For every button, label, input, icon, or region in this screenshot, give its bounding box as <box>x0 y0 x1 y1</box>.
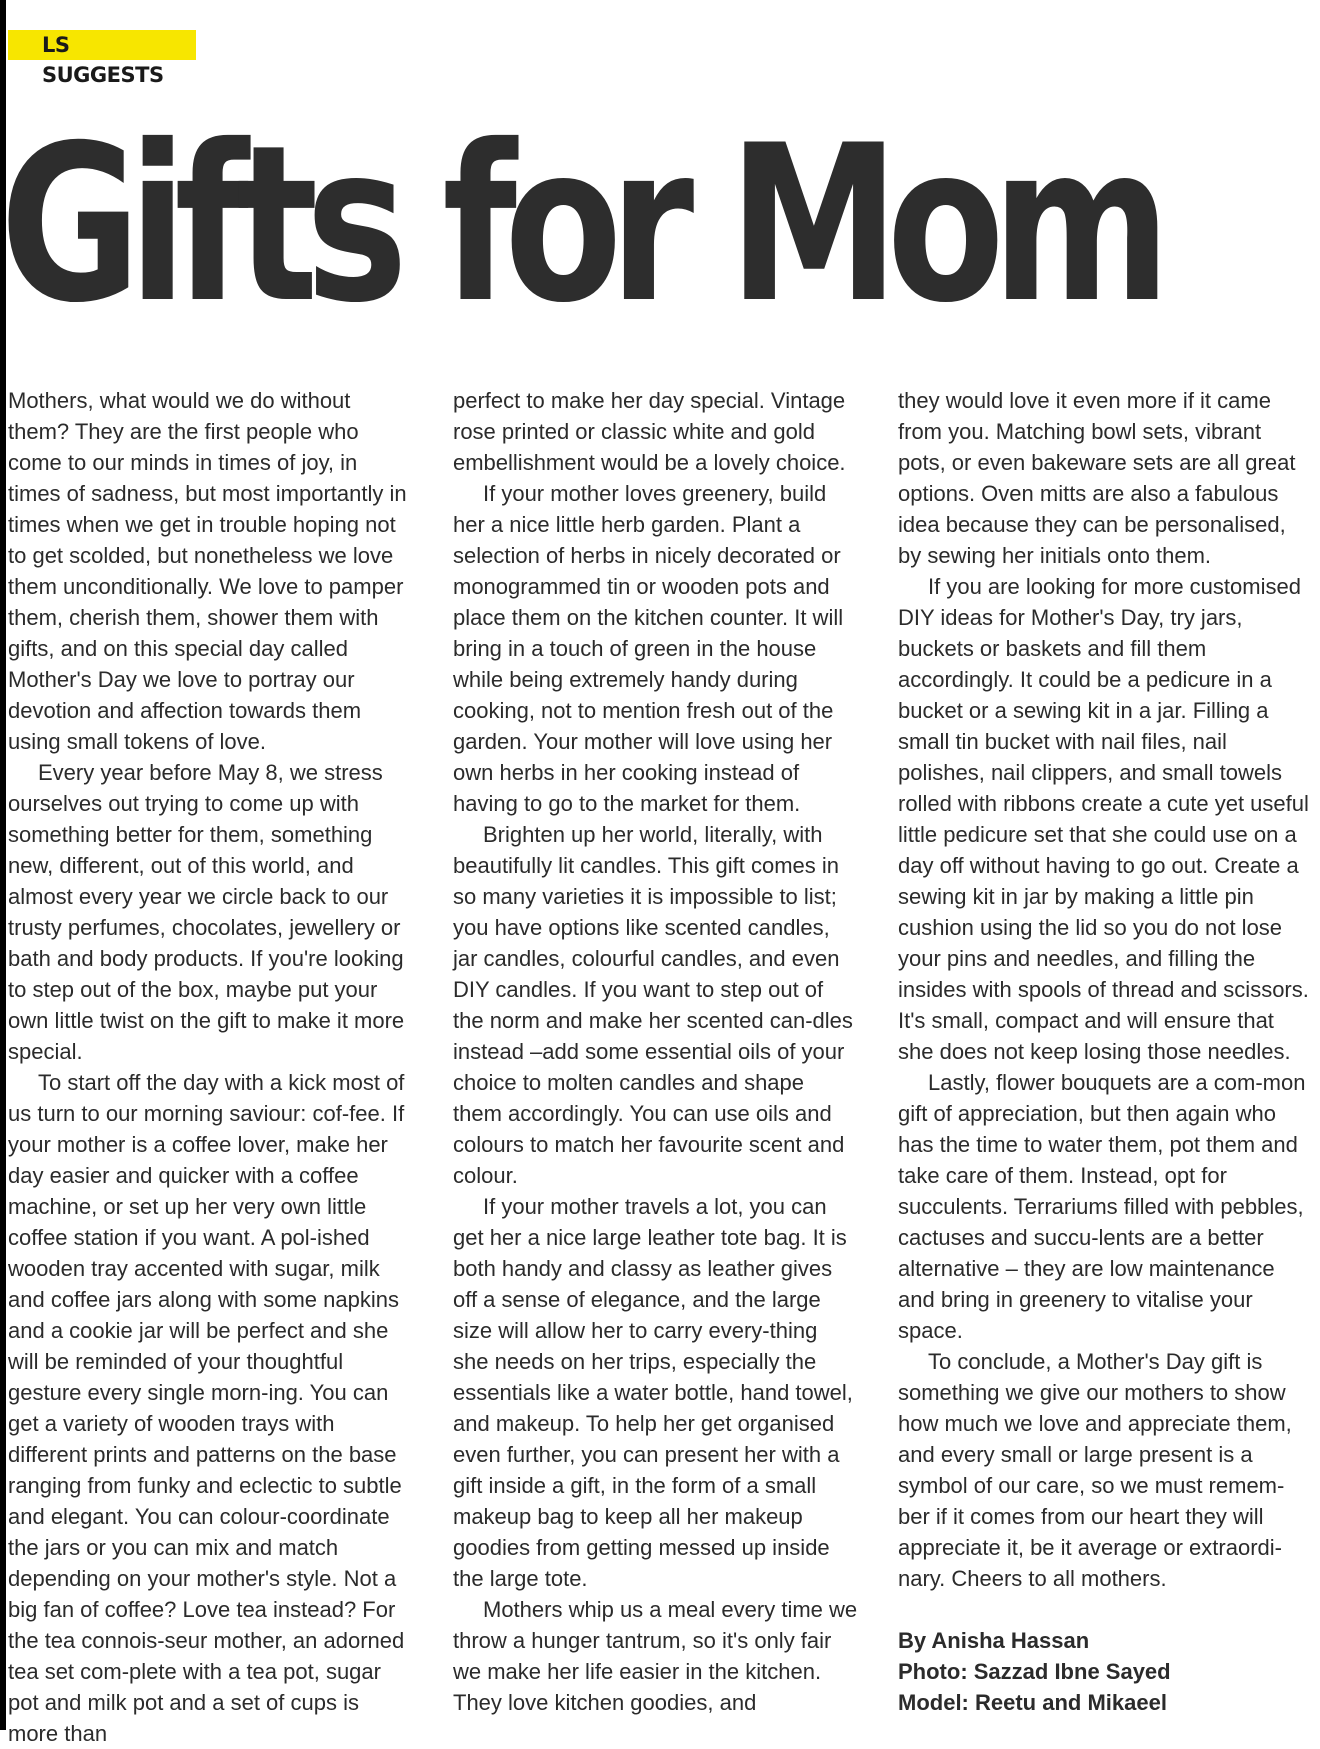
section-tag: LS SUGGESTS <box>8 30 196 60</box>
paragraph: Lastly, flower bouquets are a com-mon gift of appreciation, but then again who has the time to water them, pot them and take care of them. Instead, opt for succulents. Terrariums filled with pebbles, cactuses and succu-lents are a better alternative – they are low maintenance and bring in greenery to vitalise your space. <box>898 1070 1306 1343</box>
paragraph: To conclude, a Mother's Day gift is something we give our mothers to show how much we love and appreciate them, and every small or large present is a symbol of our care, so we must remem-ber if it comes from our heart they will appreciate it, be it average or extraordi-nary. Cheers to all mothers. <box>898 1349 1292 1591</box>
paragraph: Every year before May 8, we stress ourselves out trying to come up with something better for them, something new, different, out of this world, and almost every year we circle back to our trusty perfumes, chocolates, jewellery or bath and body products. If you're looking to step out of the box, maybe put your own little twist on the gift to make it more special. <box>8 760 405 1064</box>
paragraph: If your mother loves greenery, build her a nice little herb garden. Plant a selection of herbs in nicely decorated or monogrammed tin or wooden pots and place them on the kitchen counter. It will bring in a touch of green in the house while being extremely handy during cooking, not to mention fresh out of the garden. Your mother will love using her own herbs in her cooking instead of having to go to the market for them. <box>453 481 844 816</box>
paragraph: Mothers, what would we do without them? They are the first people who come to our minds in times of joy, in times of sadness, but most importantly in times when we get in trouble hoping not to get scolded, but nonetheless we love them unconditionally. We love to pamper them, cherish them, shower them with gifts, and on this special day called Mother's Day we love to portray our devotion and affection towards them using small tokens of love. <box>8 388 407 754</box>
article-column-3 <box>898 385 1310 1730</box>
article-column-2 <box>453 385 858 1730</box>
paragraph: Brighten up her world, literally, with beautifully lit candles. This gift comes in so many varieties it is impossible to list; you have options like scented candles, jar candles, colourful candles, and even DIY candles. If you want to step out of the norm and make her scented can-dles instead –add some essential oils of your choice to molten candles and shape them accordingly. You can use oils and colours to match her favourite scent and colour. <box>453 822 853 1188</box>
article-credits <box>898 1625 1310 1718</box>
headline: Gifts for Mom <box>0 99 1159 350</box>
paragraph: If your mother travels a lot, you can get her a nice large leather tote bag. It is both handy and classy as leather gives off a sense of elegance, and the large size will allow her to carry every-thing she needs on her trips, especially the essentials like a water bottle, hand towel, and makeup. To help her get organised even further, you can present her with a gift inside a gift, in the form of a small makeup bag to keep all her makeup goodies from getting messed up inside the large tote. <box>453 1194 853 1591</box>
paragraph: perfect to make her day special. Vintage rose printed or classic white and gold embellishment would be a lovely choice. <box>453 388 846 475</box>
article-column-1 <box>8 385 413 1746</box>
paragraph: they would love it even more if it came from you. Matching bowl sets, vibrant pots, or even bakeware sets are all great options. Oven mitts are also a fabulous idea because they can be personalised, by sewing her initials onto them. <box>898 388 1296 568</box>
photo-credit: Photo: Sazzad Ibne Sayed <box>898 1659 1171 1684</box>
paragraph: If you are looking for more customised DIY ideas for Mother's Day, try jars, buckets or baskets and fill them accordingly. It could be a pedicure in a bucket or a sewing kit in a jar. Filling a small tin bucket with nail files, nail polishes, nail clippers, and small towels rolled with ribbons create a cute yet useful little pedicure set that she could use on a day off without having to go out. Create a sewing kit in jar by making a little pin cushion using the lid so you do not lose your pins and needles, and filling the insides with spools of thread and scissors. It's small, compact and will ensure that she does not keep losing those needles. <box>898 574 1309 1064</box>
author-credit: By Anisha Hassan <box>898 1628 1090 1653</box>
paragraph: Mothers whip us a meal every time we throw a hunger tantrum, so it's only fair we make her life easier in the kitchen. They love kitchen goodies, and <box>453 1597 858 1715</box>
model-credit: Model: Reetu and Mikaeel <box>898 1690 1167 1715</box>
paragraph: To start off the day with a kick most of us turn to our morning saviour: cof-fee. If your mother is a coffee lover, make her day easier and quicker with a coffee machine, or set up her very own little coffee station if you want. A pol-ished wooden tray accented with sugar, milk and coffee jars along with some napkins and a cookie jar will be perfect and she will be reminded of your thoughtful gesture every single morn-ing. You can get a variety of wooden trays with different prints and patterns on the base ranging from funky and eclectic to subtle and elegant. You can colour-coordinate the jars or you can mix and match depending on your mother's style. Not a big fan of coffee? Love tea instead? For the tea connois-seur mother, an adorned tea set com-plete with a tea pot, sugar pot and milk pot and a set of cups is more than <box>8 1070 405 1746</box>
